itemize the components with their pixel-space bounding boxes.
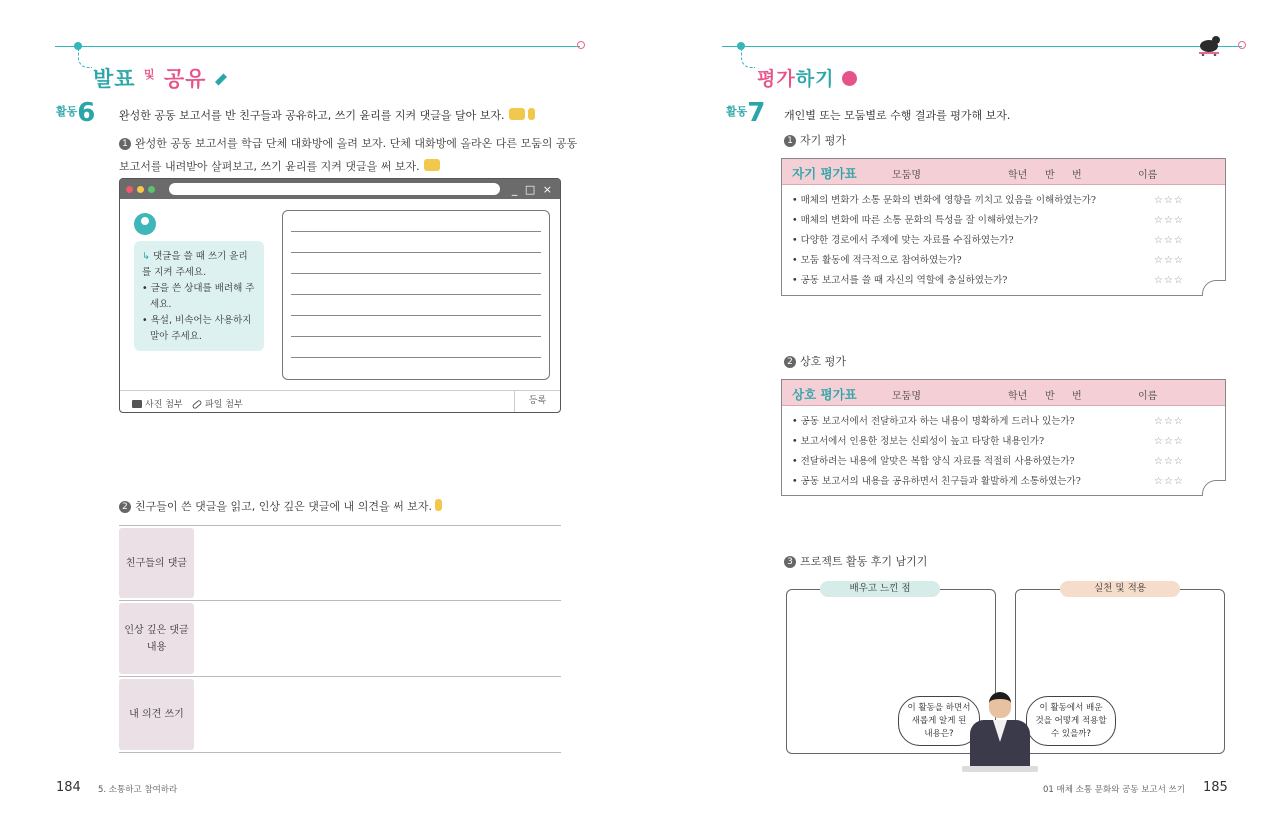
class-label: 반 xyxy=(1045,391,1055,402)
left-header-dot xyxy=(74,42,82,50)
eval-title-part1: 평가 xyxy=(757,68,796,90)
writing-ethics-notice xyxy=(134,241,264,351)
section-title-connector: 및 xyxy=(143,68,156,81)
row-label-text: 친구들의 댓글 xyxy=(125,557,188,569)
activity-7-label xyxy=(726,98,765,128)
rating-stars[interactable]: ☆☆☆ xyxy=(1154,275,1184,286)
right-page-number: 185 xyxy=(1203,780,1228,795)
thought-right-line1: 이 활동에서 배운 xyxy=(1039,703,1103,713)
criterion-row xyxy=(782,231,1225,251)
peer-eval-card xyxy=(781,379,1226,496)
criterion-row xyxy=(782,452,1225,472)
rating-stars[interactable]: ☆☆☆ xyxy=(1154,255,1184,266)
self-eval-header xyxy=(782,159,1225,185)
rating-stars[interactable]: ☆☆☆ xyxy=(1154,235,1184,246)
review-number: 3 xyxy=(784,556,796,568)
right-header-end-dot xyxy=(1238,41,1246,49)
writing-line xyxy=(291,294,541,295)
criterion-text: • 공동 보고서의 내용을 공유하면서 친구들과 활발하게 소통하였는가? xyxy=(792,476,1081,487)
self-eval-criteria xyxy=(782,185,1225,291)
notice-line1 xyxy=(142,249,256,265)
student-illustration-desk xyxy=(962,766,1038,772)
learned-tag: 배우고 느낀 점 xyxy=(820,581,940,597)
name-label: 이름 xyxy=(1138,170,1158,181)
notice-line3: • 글을 쓴 상대를 배려해 주 xyxy=(142,283,255,294)
row-label-friends-comments xyxy=(119,528,194,598)
comment-input-area[interactable] xyxy=(282,210,550,380)
row-label-text: 내 의견 쓰기 xyxy=(129,709,184,720)
notice-line4: 세요. xyxy=(150,299,172,310)
writing-line xyxy=(291,252,541,253)
right-title-hook xyxy=(741,50,755,68)
criterion-row xyxy=(782,191,1225,211)
criterion-text: • 전달하려는 내용에 알맞은 복합 양식 자료를 적절히 사용하였는가? xyxy=(792,456,1075,467)
paperclip-icon xyxy=(192,399,203,409)
rating-stars[interactable]: ☆☆☆ xyxy=(1154,456,1184,467)
left-title-hook xyxy=(78,50,92,68)
group-activity-icon xyxy=(509,108,525,120)
notice-line6: 말아 주세요. xyxy=(150,331,202,342)
notice-line5: • 욕설, 비속어는 사용하지 xyxy=(142,315,252,326)
activity-6-instruction-text: 완성한 공동 보고서를 반 친구들과 공유하고, 쓰기 윤리를 지켜 댓글을 달아 보자. xyxy=(119,109,505,122)
step1-line1: 완성한 공동 보고서를 학급 단체 대화방에 올려 보자. 단체 대화방에 올라온 다른 모둠의 공동 xyxy=(135,137,578,150)
name-label: 이름 xyxy=(1138,391,1158,402)
number-label: 번 xyxy=(1072,391,1082,402)
left-page-number: 184 xyxy=(56,780,81,795)
cat-on-skateboard-icon xyxy=(1196,34,1222,56)
user-avatar-icon xyxy=(134,213,156,235)
section-title-part2: 공유 xyxy=(163,67,207,91)
row-label-impressive-comment xyxy=(119,603,194,674)
activity-prefix: 활동 xyxy=(726,105,748,118)
writing-line xyxy=(291,336,541,337)
grade-label: 학년 xyxy=(1008,391,1028,402)
section-title-presentation xyxy=(93,63,227,93)
individual-activity-icon xyxy=(528,108,535,120)
criterion-row xyxy=(782,432,1225,452)
criterion-row xyxy=(782,251,1225,271)
right-footer: 01 매체 소통 문화와 공동 보고서 쓰기 xyxy=(1043,785,1185,795)
address-bar[interactable] xyxy=(169,183,500,195)
window-titlebar xyxy=(120,179,560,199)
criterion-text: • 보고서에서 인용한 정보는 신뢰성이 높고 타당한 내용인가? xyxy=(792,436,1045,447)
thought-left-line2: 새롭게 알게 된 xyxy=(911,716,967,726)
thought-bubble-left xyxy=(898,696,980,746)
submit-button[interactable]: 등록 xyxy=(514,391,560,412)
table-row xyxy=(119,601,561,677)
row-label-text-2: 내용 xyxy=(146,641,167,653)
peer-eval-title: 상호 평가표 xyxy=(792,387,857,402)
criterion-row xyxy=(782,412,1225,432)
window-controls[interactable]: _ □ × xyxy=(511,182,554,196)
notice-line2: 를 지켜 주세요. xyxy=(142,267,207,278)
step1-line2: 보고서를 내려받아 살펴보고, 쓰기 윤리를 지켜 댓글을 써 보자. xyxy=(119,160,420,173)
group-name-label: 모둠명 xyxy=(892,170,921,181)
section-title-part1: 발표 xyxy=(93,67,136,91)
self-eval-number: 1 xyxy=(784,135,796,147)
criterion-text: • 모둠 활동에 적극적으로 참여하였는가? xyxy=(792,255,962,266)
right-header-dot xyxy=(737,42,745,50)
self-eval-heading xyxy=(784,132,846,148)
window-maximize-dot[interactable] xyxy=(148,186,155,193)
left-header-arrow xyxy=(577,41,585,49)
row-label-text: 인상 깊은 댓글 xyxy=(124,624,189,636)
self-eval-card xyxy=(781,158,1226,296)
grade-label: 학년 xyxy=(1008,170,1028,181)
chat-window xyxy=(119,178,561,413)
thought-bubble-right xyxy=(1026,696,1116,746)
apply-tag: 실천 및 적용 xyxy=(1060,581,1180,597)
file-attach-label: 파일 첨부 xyxy=(205,400,243,410)
activity-6-label xyxy=(56,98,95,128)
writing-line xyxy=(291,273,541,274)
step2-number: 2 xyxy=(119,501,131,513)
review-label: 프로젝트 활동 후기 남기기 xyxy=(800,555,928,568)
activity-6-instruction xyxy=(119,107,535,123)
group-activity-icon-2 xyxy=(424,159,440,171)
left-footer: 5. 소통하고 참여하라 xyxy=(98,785,178,795)
rating-stars[interactable]: ☆☆☆ xyxy=(1154,476,1184,487)
criterion-row xyxy=(782,211,1225,231)
criterion-text: • 매체의 변화에 따른 소통 문화의 특성을 잘 이해하였는가? xyxy=(792,215,1038,226)
thought-left-line1: 이 활동을 하면서 xyxy=(907,703,971,713)
criterion-text: • 공동 보고서에서 전달하고자 하는 내용이 명확하게 드러나 있는가? xyxy=(792,416,1075,427)
rating-stars[interactable]: ☆☆☆ xyxy=(1154,195,1184,206)
activity-7-instruction: 개인별 또는 모둠별로 수행 결과를 평가해 보자. xyxy=(784,109,1011,122)
peer-eval-criteria xyxy=(782,406,1225,492)
writing-line xyxy=(291,315,541,316)
writing-line xyxy=(291,357,541,358)
table-row xyxy=(119,677,561,753)
thought-right-line3: 수 있을까? xyxy=(1050,729,1092,739)
peer-eval-heading xyxy=(784,353,846,369)
step1-instruction xyxy=(119,132,577,178)
self-eval-title: 자기 평가표 xyxy=(792,166,857,181)
left-header-line xyxy=(55,46,580,47)
step1-number: 1 xyxy=(119,138,131,150)
reply-arrow-icon: ↳ xyxy=(142,251,153,262)
table-row xyxy=(119,525,561,601)
class-label: 반 xyxy=(1045,170,1055,181)
rating-stars[interactable]: ☆☆☆ xyxy=(1154,416,1184,427)
right-header-line xyxy=(722,46,1242,47)
step2-text: 친구들이 쓴 댓글을 읽고, 인상 깊은 댓글에 내 의견을 써 보자. xyxy=(135,500,432,513)
comment-table xyxy=(119,525,561,753)
self-eval-label: 자기 평가 xyxy=(800,134,847,147)
activity-prefix: 활동 xyxy=(56,105,78,118)
rating-stars[interactable]: ☆☆☆ xyxy=(1154,215,1184,226)
photo-attach-button[interactable] xyxy=(132,397,183,410)
student-illustration-head xyxy=(989,692,1011,718)
section-title-evaluation xyxy=(757,64,857,91)
notice-line1-text: 댓글을 쓸 때 쓰기 윤리 xyxy=(152,251,248,262)
number-label: 번 xyxy=(1072,170,1082,181)
file-attach-button[interactable] xyxy=(192,397,243,410)
criterion-text: • 공동 보고서를 쓸 때 자신의 역할에 충실하였는가? xyxy=(792,275,1008,286)
criterion-row xyxy=(782,472,1225,492)
step2-instruction xyxy=(119,498,442,514)
camera-icon xyxy=(132,400,142,408)
window-minimize-dot[interactable] xyxy=(137,186,144,193)
peer-eval-label: 상호 평가 xyxy=(800,355,847,368)
criterion-text: • 다양한 경로에서 주제에 맞는 자료를 수집하였는가? xyxy=(792,235,1014,246)
photo-attach-label: 사진 첨부 xyxy=(145,400,183,410)
smiley-icon xyxy=(842,71,857,86)
eval-title-part2: 하기 xyxy=(795,68,835,90)
individual-activity-icon-2 xyxy=(435,499,442,511)
peer-eval-header xyxy=(782,380,1225,406)
thought-left-line3: 내용은? xyxy=(924,729,954,739)
review-heading xyxy=(784,553,927,569)
activity-number: 7 xyxy=(747,98,766,128)
rating-stars[interactable]: ☆☆☆ xyxy=(1154,436,1184,447)
pencil-icon xyxy=(215,73,227,85)
window-close-dot[interactable] xyxy=(126,186,133,193)
peer-eval-number: 2 xyxy=(784,356,796,368)
row-label-my-opinion xyxy=(119,679,194,750)
thought-right-line2: 것을 어떻게 적용할 xyxy=(1035,716,1107,726)
activity-number: 6 xyxy=(77,98,96,128)
criterion-row xyxy=(782,271,1225,291)
window-footer xyxy=(120,390,560,412)
criterion-text: • 매체의 변화가 소통 문화의 변화에 영향을 끼치고 있음을 이해하였는가? xyxy=(792,195,1097,206)
group-name-label: 모둠명 xyxy=(892,391,921,402)
writing-line xyxy=(291,231,541,232)
